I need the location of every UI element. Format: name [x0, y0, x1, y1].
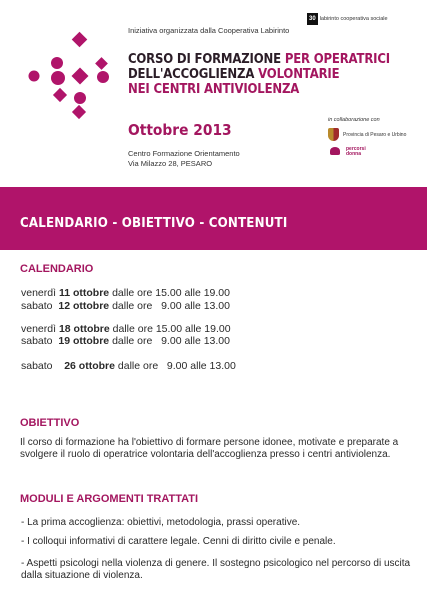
calendar-row	[21, 323, 231, 335]
title-line2-b: VOLONTARIE	[258, 67, 340, 82]
list-item: - Aspetti psicologi nella violenza di genere. Il sostegno psicologico nel percorso di uscita dalla situazione di violenza.	[21, 558, 411, 581]
title-line2-a: DELL'ACCOGLIENZA	[128, 67, 255, 82]
provincia-shield-icon	[328, 128, 339, 141]
row-time: dalle ore 9.00 alle 13.00	[112, 300, 230, 312]
course-title	[128, 52, 398, 97]
calendar-row	[21, 360, 236, 372]
row-time: dalle ore 15.00 alle 19.00	[112, 287, 230, 299]
obiettivo-heading: OBIETTIVO	[20, 417, 80, 429]
labirinto-badge	[307, 13, 388, 25]
title-line1-b: PER OPERATRICI	[284, 52, 390, 67]
row-date: 11 ottobre	[58, 287, 110, 299]
row-day: sabato	[21, 300, 53, 312]
title-line1-a: CORSO DI FORMAZIONE	[128, 52, 281, 67]
venue	[128, 149, 240, 169]
partner2-label	[346, 147, 366, 157]
obiettivo-text: Il corso di formazione ha l'obiettivo di formare persone idonee, motivate e preparate a svolgere il ruolo di operatrice volontaria dell'accoglienza presso i centri antiviolenza.	[20, 437, 399, 460]
row-time: dalle ore 9.00 alle 13.00	[117, 360, 236, 372]
row-day: sabato	[21, 360, 53, 372]
calendar-row	[21, 300, 230, 312]
row-time: dalle ore 15.00 alle 19.00	[112, 323, 231, 335]
calendar-row	[21, 335, 230, 347]
course-date: Ottobre 2013	[128, 121, 232, 139]
title-line3: NEI CENTRI ANTIVIOLENZA	[128, 82, 300, 97]
collab-label: in collaborazione con	[328, 117, 380, 123]
row-date: 18 ottobre	[58, 323, 110, 335]
row-date: 26 ottobre	[64, 360, 115, 372]
band-title: CALENDARIO - OBIETTIVO - CONTENUTI	[20, 215, 288, 231]
partner2-line1: percorsi	[346, 146, 366, 152]
row-time: dalle ore 9.00 alle 13.00	[112, 335, 230, 347]
percorsi-donna-logo-icon	[328, 146, 342, 158]
organizer-line: Iniziativa organizzata dalla Cooperativa Labirinto	[128, 26, 290, 35]
venue-line1: Centro Formazione Orientamento	[128, 149, 240, 158]
collaboration-block	[328, 117, 423, 158]
row-date: 19 ottobre	[58, 335, 110, 347]
partner1-label: Provincia di Pesaro e Urbino	[343, 131, 407, 138]
row-day: venerdì	[21, 323, 57, 335]
partner-provincia	[328, 128, 423, 141]
moduli-heading: MODULI E ARGOMENTI TRATTATI	[20, 493, 199, 505]
badge-number: 30	[307, 13, 318, 25]
calendario-heading: CALENDARIO	[20, 263, 94, 275]
venue-line2: Via Milazzo 28, PESARO	[128, 159, 213, 168]
partner2-line2: donna	[346, 151, 361, 157]
calendar-row	[21, 287, 230, 299]
row-day: sabato	[21, 335, 53, 347]
list-item: - La prima accoglienza: obiettivi, metodologia, prassi operative.	[21, 517, 301, 528]
badge-text: labirinto cooperativa sociale	[319, 16, 388, 22]
dots-logo-icon	[22, 30, 132, 120]
list-item: - I colloqui informativi di carattere legale. Cenni di diritto civile e penale.	[21, 536, 336, 547]
row-day: venerdì	[21, 287, 57, 299]
partner-percorsi-donna	[328, 146, 423, 158]
row-date: 12 ottobre	[58, 300, 110, 312]
